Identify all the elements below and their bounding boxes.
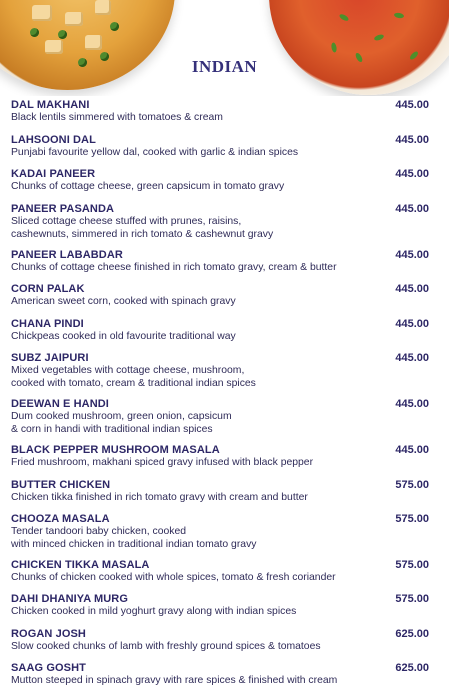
- dish-name: CHANA PINDI: [11, 318, 84, 330]
- dish-description: Chunks of chicken cooked with whole spices, tomato & fresh coriander: [11, 572, 336, 583]
- menu-item: [11, 398, 435, 436]
- dish-name: CORN PALAK: [11, 283, 85, 295]
- menu-item: [11, 479, 435, 505]
- chicken-curry-photo: [269, 0, 449, 95]
- menu-item: [11, 283, 435, 309]
- menu-item: [11, 662, 435, 688]
- dish-price: 575.00: [395, 593, 429, 605]
- dish-description: Slow cooked chunks of lamb with freshly ground spices & tomatoes: [11, 641, 321, 652]
- dish-price: 445.00: [395, 444, 429, 456]
- dish-price: 445.00: [395, 203, 429, 215]
- menu-item: [11, 134, 435, 160]
- menu-item: [11, 249, 435, 275]
- dish-description: Mutton steeped in spinach gravy with rare spices & finished with cream: [11, 675, 338, 686]
- dish-price: 445.00: [395, 168, 429, 180]
- dish-price: 445.00: [395, 99, 429, 111]
- dish-name: DAHI DHANIYA MURG: [11, 593, 129, 605]
- dish-price: 445.00: [395, 134, 429, 146]
- dish-price: 445.00: [395, 283, 429, 295]
- menu-item: [11, 203, 435, 241]
- dish-description: Tender tandoori baby chicken, cooked with minced chicken in traditional indian tomato gravy: [11, 526, 257, 550]
- dish-name: KADAI PANEER: [11, 168, 96, 180]
- header-banner: [0, 0, 449, 96]
- dish-price: 445.00: [395, 249, 429, 261]
- dish-name: CHOOZA MASALA: [11, 513, 110, 525]
- dish-description: Chicken tikka finished in rich tomato gravy with cream and butter: [11, 492, 308, 503]
- section-title: INDIAN: [191, 57, 258, 76]
- dish-name: BUTTER CHICKEN: [11, 479, 111, 491]
- dish-description: Chicken cooked in mild yoghurt gravy along with indian spices: [11, 606, 297, 617]
- dish-price: 625.00: [395, 662, 429, 674]
- dish-price: 445.00: [395, 318, 429, 330]
- dish-description: Chunks of cottage cheese finished in rich tomato gravy, cream & butter: [11, 262, 337, 273]
- menu-item: [11, 352, 435, 390]
- dish-description: Mixed vegetables with cottage cheese, mushroom, cooked with tomato, cream & traditional indian spices: [11, 365, 256, 389]
- menu-item: [11, 559, 435, 585]
- dish-description: Sliced cottage cheese stuffed with prunes, raisins, cashewnuts, simmered in rich tomato & cashewnut gravy: [11, 216, 274, 240]
- menu-item: [11, 318, 435, 344]
- menu-item: [11, 593, 435, 619]
- dish-description: Black lentils simmered with tomatoes & cream: [11, 112, 223, 123]
- dish-name: LAHSOONI DAL: [11, 134, 96, 146]
- dish-name: DAL MAKHANI: [11, 99, 90, 111]
- dish-description: Fried mushroom, makhani spiced gravy infused with black pepper: [11, 457, 314, 468]
- dish-name: SAAG GOSHT: [11, 662, 86, 674]
- dish-price: 625.00: [395, 628, 429, 640]
- dish-name: DEEWAN E HANDI: [11, 398, 109, 410]
- menu-item: [11, 628, 435, 654]
- dish-name: BLACK PEPPER MUSHROOM MASALA: [11, 444, 220, 456]
- dish-description: Chunks of cottage cheese, green capsicum in tomato gravy: [11, 181, 285, 192]
- dish-name: CHICKEN TIKKA MASALA: [11, 559, 150, 571]
- dish-description: Chickpeas cooked in old favourite traditional way: [11, 331, 236, 342]
- menu-item: [11, 99, 435, 125]
- menu-item: [11, 513, 435, 551]
- menu-item: [11, 444, 435, 470]
- dish-price: 445.00: [395, 352, 429, 364]
- dish-description: American sweet corn, cooked with spinach gravy: [11, 296, 236, 307]
- dish-price: 575.00: [395, 513, 429, 525]
- dish-name: ROGAN JOSH: [11, 628, 86, 640]
- dish-description: Dum cooked mushroom, green onion, capsicum & corn in handi with traditional indian spices: [11, 411, 232, 435]
- dish-price: 575.00: [395, 479, 429, 491]
- dish-description: Punjabi favourite yellow dal, cooked with garlic & indian spices: [11, 147, 299, 158]
- menu-item: [11, 168, 435, 194]
- dish-price: 445.00: [395, 398, 429, 410]
- dish-name: SUBZ JAIPURI: [11, 352, 89, 364]
- dish-price: 575.00: [395, 559, 429, 571]
- dish-name: PANEER LABABDAR: [11, 249, 123, 261]
- dish-name: PANEER PASANDA: [11, 203, 115, 215]
